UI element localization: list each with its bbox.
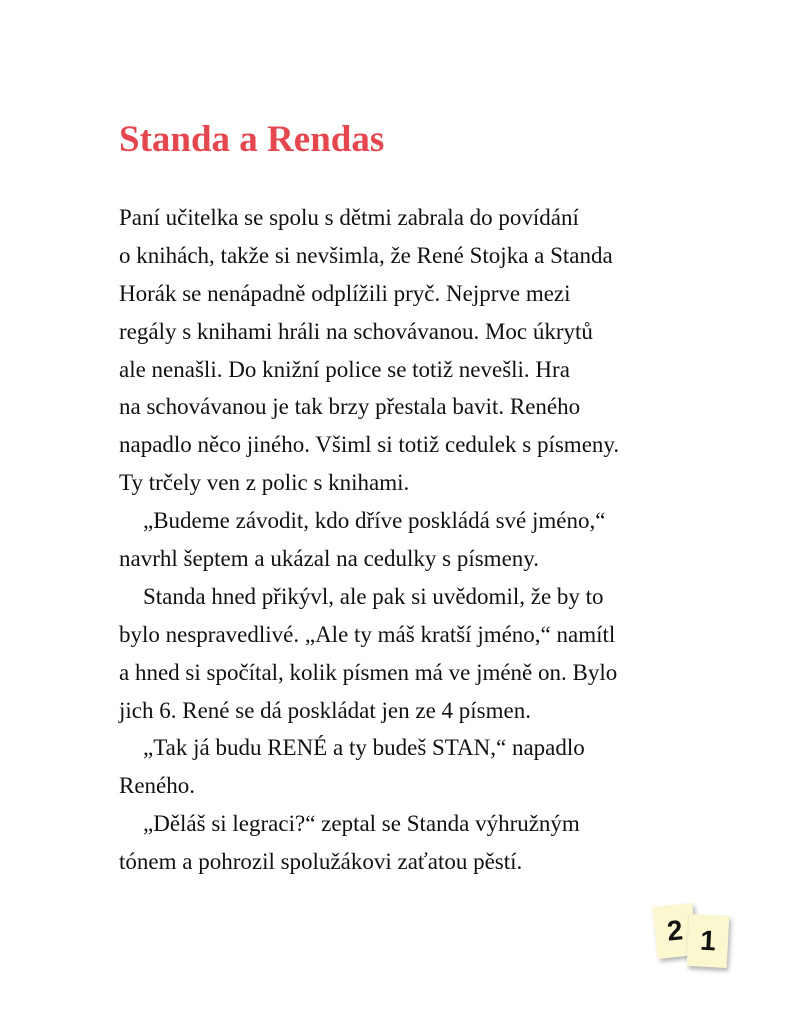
text-line: o knihách, takže si nevšimla, že René Stojka a Standa [119,242,613,268]
text-line: Horák se nenápadně odplížili pryč. Nejprve mezi [119,280,571,306]
page-number-card-2: 2 [652,903,697,959]
text-line: Paní učitelka se spolu s dětmi zabrala do povídání [119,205,579,230]
text-line: Reného. [119,773,196,799]
text-line: regály s knihami hráli na schovávanou. Moc úkrytů [119,318,593,344]
page-title: Standa a Rendas [119,119,385,160]
text-line: bylo nespravedlivé. „Ale ty máš kratší jméno,“ namítl [119,621,616,647]
text-line: ale nenašli. Do knižní police se totiž nevešli. Hra [119,356,570,382]
page-number-card-1: 1 [687,914,730,968]
text-line: tónem a pohrozil spolužákovi zaťatou pěstí. [119,849,523,875]
text-line: napadlo něco jiného. Všiml si totiž cedulek s písmeny. [119,432,620,458]
text-line: na schovávanou je tak brzy přestala bavit. Reného [119,394,581,420]
text-line: a hned si spočítal, kolik písmen má ve jméně on. Bylo [119,659,618,685]
text-line: „Tak já budu RENÉ a ty budeš STAN,“ napadlo [143,735,585,761]
text-line: Standa hned přikývl, ale pak si uvědomil, že by to [143,583,604,609]
text-line: Ty trčely ven z polic s knihami. [119,470,410,496]
story-text [119,199,759,881]
text-line: „Budeme závodit, kdo dříve poskládá své jméno,“ [143,508,606,534]
text-line: jich 6. René se dá poskládat jen ze 4 písmen. [119,697,531,723]
text-line: „Děláš si legraci?“ zeptal se Standa výhružným [143,811,580,837]
text-line: navrhl šeptem a ukázal na cedulky s písmeny. [119,546,540,572]
